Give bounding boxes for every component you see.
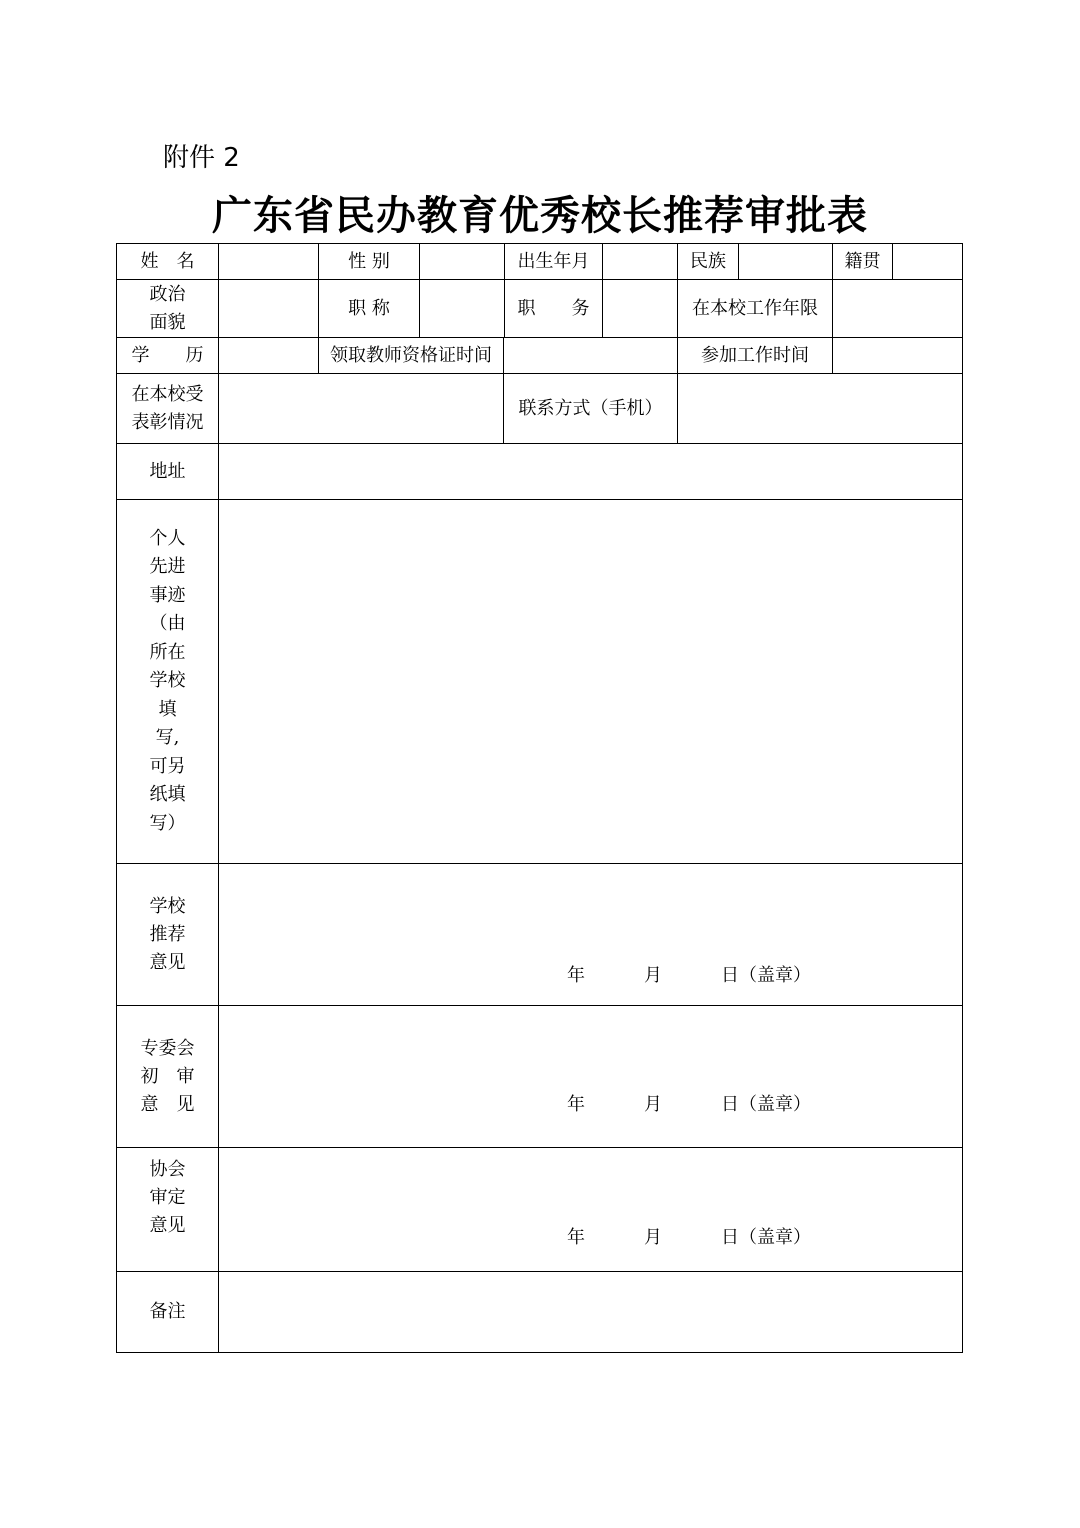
honors-label: 在本校受 表彰情况 bbox=[116, 373, 219, 444]
political-status-label: 政治 面貌 bbox=[116, 279, 219, 338]
school-sign-year: 年 bbox=[567, 965, 585, 986]
work-start-field[interactable] bbox=[832, 337, 963, 374]
committee-opinion-label: 专委会 初 审 意 见 bbox=[116, 1005, 219, 1148]
certificate-time-label: 领取教师资格证时间 bbox=[318, 337, 504, 374]
work-start-label: 参加工作时间 bbox=[677, 337, 833, 374]
school-opinion-label: 学校 推荐 意见 bbox=[116, 863, 219, 1006]
approval-form-table bbox=[117, 244, 963, 1353]
ethnicity-field[interactable] bbox=[738, 243, 833, 280]
gender-label: 性 别 bbox=[318, 243, 420, 280]
address-field[interactable] bbox=[218, 443, 963, 500]
school-sign-month: 月 bbox=[644, 965, 662, 986]
attachment-label: 附件 2 bbox=[163, 143, 240, 173]
education-label: 学 历 bbox=[116, 337, 219, 374]
committee-sign-day: 日（盖章） bbox=[721, 1094, 811, 1115]
remarks-field[interactable] bbox=[218, 1271, 963, 1353]
address-label: 地址 bbox=[116, 443, 219, 500]
deeds-label bbox=[116, 499, 219, 864]
name-field[interactable] bbox=[218, 243, 319, 280]
contact-field[interactable] bbox=[677, 373, 963, 444]
school-sign-day: 日（盖章） bbox=[721, 965, 811, 986]
honors-field[interactable] bbox=[218, 373, 504, 444]
birth-label: 出生年月 bbox=[504, 243, 603, 280]
birth-field[interactable] bbox=[602, 243, 678, 280]
committee-sign-year: 年 bbox=[567, 1094, 585, 1115]
form-title: 广东省民办教育优秀校长推荐审批表 bbox=[212, 193, 868, 239]
association-sign-year: 年 bbox=[567, 1227, 585, 1248]
name-label: 姓 名 bbox=[116, 243, 219, 280]
certificate-time-field[interactable] bbox=[503, 337, 678, 374]
position-field[interactable] bbox=[602, 279, 678, 338]
professional-title-label: 职 称 bbox=[318, 279, 420, 338]
professional-title-field[interactable] bbox=[419, 279, 505, 338]
committee-opinion-field[interactable] bbox=[218, 1005, 963, 1148]
native-place-label: 籍贯 bbox=[832, 243, 893, 280]
deeds-label-text: 个人先进事迹（由所在学校填写,可另纸填写） bbox=[149, 527, 186, 834]
association-sign-day: 日（盖章） bbox=[721, 1227, 811, 1248]
native-place-field[interactable] bbox=[892, 243, 963, 280]
education-field[interactable] bbox=[218, 337, 319, 374]
position-label: 职 务 bbox=[504, 279, 603, 338]
deeds-field[interactable] bbox=[218, 499, 963, 864]
political-status-field[interactable] bbox=[218, 279, 319, 338]
school-opinion-field[interactable] bbox=[218, 863, 963, 1006]
years-at-school-label: 在本校工作年限 bbox=[677, 279, 833, 338]
contact-label: 联系方式（手机） bbox=[503, 373, 678, 444]
association-sign-month: 月 bbox=[644, 1227, 662, 1248]
remarks-label: 备注 bbox=[116, 1271, 219, 1353]
ethnicity-label: 民族 bbox=[677, 243, 739, 280]
years-at-school-field[interactable] bbox=[832, 279, 963, 338]
committee-sign-month: 月 bbox=[644, 1094, 662, 1115]
association-opinion-label: 协会 审定 意见 bbox=[116, 1147, 219, 1272]
gender-field[interactable] bbox=[419, 243, 505, 280]
association-opinion-field[interactable] bbox=[218, 1147, 963, 1272]
